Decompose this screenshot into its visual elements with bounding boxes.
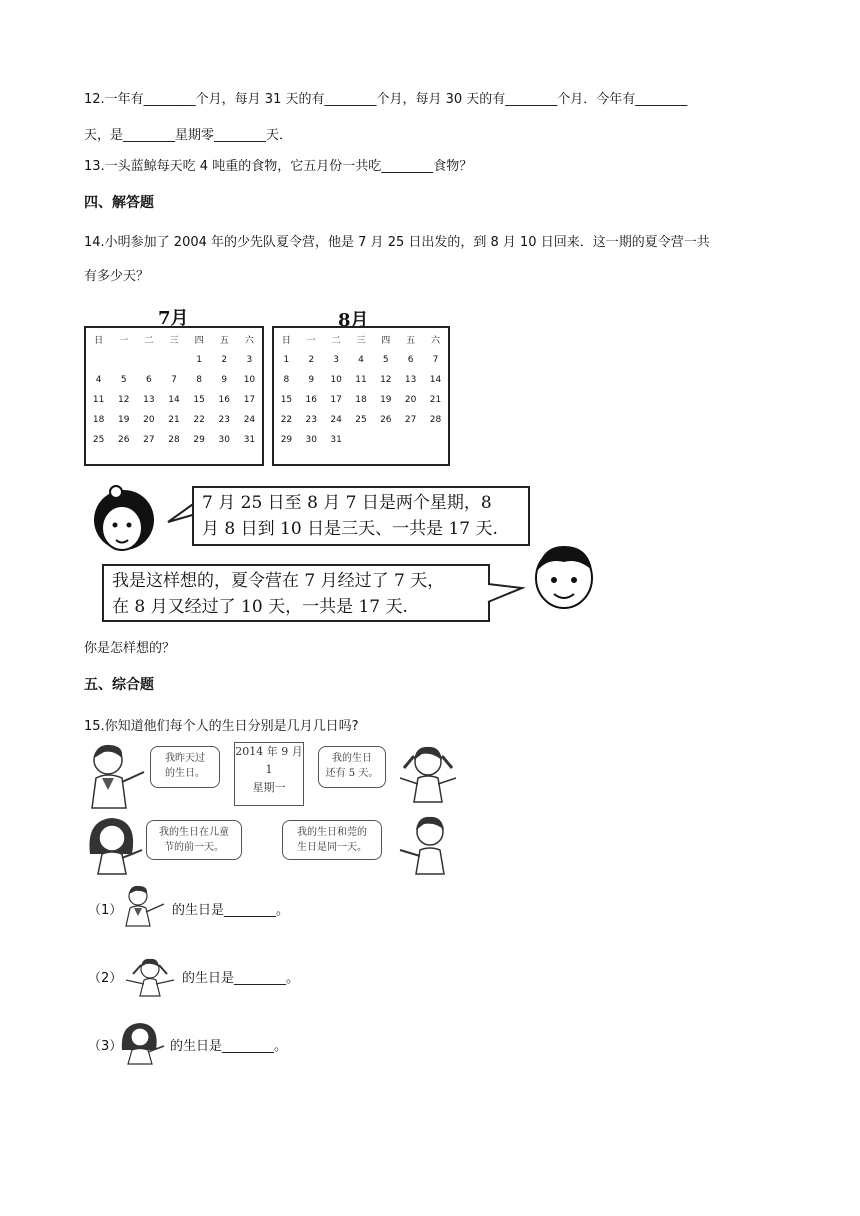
july-weekday-header: 六 <box>244 335 254 346</box>
q13-text: 13.一头蓝鲸每天吃 4 吨重的食物，它五月份一共吃________食物？ <box>84 159 473 174</box>
date-card-day: 1 <box>265 763 273 776</box>
bubble2-line1: 我是这样想的，夏令营在 7 月经过了 7 天， <box>112 571 445 591</box>
july-day-cell: 8 <box>196 375 202 385</box>
july-calendar-title: 7月 <box>158 308 189 329</box>
august-weekday-header: 三 <box>356 335 366 346</box>
july-day-cell: 14 <box>168 395 180 405</box>
july-day-cell: 27 <box>143 435 155 445</box>
august-weekday-header: 一 <box>306 335 316 346</box>
july-day-cell: 3 <box>246 355 253 365</box>
bubble-a-line2: 的生日。 <box>165 768 205 779</box>
august-day-cell: 30 <box>305 435 317 445</box>
girl-pigtails-illustration <box>392 742 462 806</box>
july-day-cell: 19 <box>117 415 130 425</box>
august-weekday-header: 四 <box>381 335 391 346</box>
august-day-cell: 31 <box>330 435 342 445</box>
july-day-cell <box>136 350 161 370</box>
date-card-month: 2014 年 9 月 <box>235 745 303 758</box>
july-day-cell: 13 <box>143 395 155 405</box>
july-day-cell: 6 <box>145 375 152 385</box>
august-day-cell: 11 <box>355 375 367 385</box>
august-day-cell <box>398 430 423 450</box>
q14-prompt: 你是怎样想的？ <box>84 641 176 656</box>
speech-bubble-boy <box>102 564 490 622</box>
august-day-cell: 7 <box>432 355 439 365</box>
august-day-cell: 12 <box>380 375 392 385</box>
august-day-cell: 4 <box>358 355 364 365</box>
august-day-cell: 6 <box>407 355 414 365</box>
sub3-text: 的生日是________。 <box>170 1039 288 1054</box>
bubble2-line2: 在 8 月又经过了 10 天，一共是 17 天. <box>112 597 408 617</box>
july-weekday-header: 一 <box>119 335 129 346</box>
date-card <box>234 742 304 806</box>
july-weekday-header: 四 <box>194 335 204 346</box>
august-week-row <box>274 370 448 390</box>
boy-pointing-illustration <box>82 742 152 810</box>
august-day-cell: 13 <box>404 375 417 385</box>
august-calendar <box>272 326 450 466</box>
august-day-cell: 22 <box>280 415 293 425</box>
july-weekday-header: 二 <box>144 335 154 346</box>
july-day-cell: 21 <box>168 415 180 425</box>
july-day-cell: 11 <box>92 395 105 405</box>
july-day-cell: 5 <box>120 375 127 385</box>
section-heading-4: 四、解答题 <box>84 195 154 211</box>
girl-longhair-illustration <box>82 814 150 876</box>
august-day-cell: 14 <box>429 375 442 385</box>
july-day-cell: 7 <box>171 375 177 385</box>
july-day-cell: 30 <box>218 435 230 445</box>
august-day-cell <box>373 430 398 450</box>
q14-line1: 14.小明参加了 2004 年的少先队夏令营，他是 7 月 25 日出发的，到 8 月 10 日回来．这一期的夏令营一共 <box>84 235 710 250</box>
bubble-b-line2: 还有 5 天。 <box>325 768 379 779</box>
sub3-label: （3） <box>88 1039 123 1054</box>
speech-bubble-girl <box>192 486 530 546</box>
july-day-cell: 24 <box>243 415 256 425</box>
july-day-cell: 23 <box>218 415 230 425</box>
bubble-b-line1: 我的生日 <box>332 753 372 764</box>
july-weekday-header: 日 <box>94 335 104 346</box>
q15-text: 15.你知道他们每个人的生日分别是几月几日吗? <box>84 719 359 734</box>
july-day-cell: 9 <box>221 375 228 385</box>
july-day-cell: 18 <box>92 415 105 425</box>
august-day-cell: 21 <box>429 395 442 405</box>
q12-line1: 12.一年有________个月，每月 31 天的有________个月，每月 30 天的有________个月．今年有________ <box>84 92 688 107</box>
august-day-cell <box>423 430 448 450</box>
august-day-cell: 25 <box>355 415 367 425</box>
august-day-cell: 17 <box>330 395 342 405</box>
july-calendar-table <box>86 328 262 450</box>
sub2-girl-icon <box>120 956 180 998</box>
august-day-cell: 1 <box>283 355 290 365</box>
bubble-c-line2: 节的前一天。 <box>164 842 224 853</box>
august-calendar-table <box>274 328 448 450</box>
august-day-cell: 3 <box>333 355 339 365</box>
july-day-cell: 1 <box>196 355 202 365</box>
bubble-d-line2: 生日是同一天。 <box>297 842 367 853</box>
bubble-d-line1: 我的生日和莞的 <box>297 827 367 838</box>
bubble-a-line1: 我昨天过 <box>165 753 205 764</box>
july-weekday-header: 三 <box>169 335 179 346</box>
august-calendar-title: 8月 <box>338 310 369 331</box>
july-week-row <box>86 370 262 390</box>
july-day-cell: 26 <box>117 435 130 445</box>
section-heading-5: 五、综合题 <box>84 677 154 693</box>
august-day-cell: 28 <box>429 415 442 425</box>
august-weekday-header: 二 <box>331 335 341 346</box>
bubble-same-birthday <box>282 820 382 860</box>
july-day-cell: 10 <box>243 375 256 385</box>
august-day-cell: 29 <box>280 435 293 445</box>
bubble-five-days-left <box>318 746 386 788</box>
bubble-childrens-day <box>146 820 242 860</box>
august-day-cell: 20 <box>404 395 417 405</box>
august-day-cell: 2 <box>308 355 315 365</box>
july-day-cell <box>111 350 136 370</box>
july-week-row <box>86 410 262 430</box>
july-day-cell: 2 <box>221 355 228 365</box>
sub3-girl-longhair-icon <box>118 1020 168 1066</box>
july-calendar <box>84 326 264 466</box>
july-day-cell: 17 <box>243 395 256 405</box>
sub1-label: （1） <box>88 903 123 918</box>
bubble1-line2: 月 8 日到 10 日是三天、一共是 17 天. <box>202 519 498 539</box>
july-day-cell: 31 <box>243 435 256 445</box>
august-day-cell <box>349 430 374 450</box>
august-week-row <box>274 430 448 450</box>
july-day-cell <box>86 350 111 370</box>
august-day-cell: 26 <box>380 415 392 425</box>
sub1-boy-icon <box>120 884 170 928</box>
august-weekday-header: 五 <box>406 335 416 346</box>
july-day-cell: 4 <box>95 375 102 385</box>
boy-short-hair-illustration <box>396 812 462 876</box>
august-week-row <box>274 350 448 370</box>
boy-face-illustration <box>526 540 606 620</box>
august-weekday-header: 日 <box>281 335 291 346</box>
july-day-cell: 20 <box>143 415 155 425</box>
august-day-cell: 23 <box>305 415 317 425</box>
august-day-cell: 27 <box>404 415 417 425</box>
august-day-cell: 15 <box>280 395 293 405</box>
august-day-cell: 18 <box>355 395 367 405</box>
july-day-cell: 12 <box>117 395 130 405</box>
july-day-cell: 16 <box>218 395 230 405</box>
girl-face-illustration <box>84 480 164 560</box>
august-day-cell: 5 <box>382 355 389 365</box>
july-weekday-header: 五 <box>219 335 229 346</box>
july-day-cell: 29 <box>193 435 205 445</box>
july-day-cell <box>161 350 186 370</box>
bubble-c-line1: 我的生日在儿童 <box>159 827 229 838</box>
august-week-row <box>274 390 448 410</box>
bubble1-line1: 7 月 25 日至 8 月 7 日是两个星期，8 <box>202 493 492 513</box>
bubble2-tail <box>488 580 524 610</box>
q12-line2: 天，是________星期零________天． <box>84 128 293 143</box>
july-week-row <box>86 390 262 410</box>
sub2-text: 的生日是________。 <box>182 971 300 986</box>
august-day-cell: 16 <box>305 395 317 405</box>
july-week-row <box>86 430 262 450</box>
july-week-row <box>86 350 262 370</box>
july-day-cell: 28 <box>168 435 180 445</box>
july-day-cell: 22 <box>193 415 205 425</box>
bubble-yesterday-birthday <box>150 746 220 788</box>
august-weekday-header: 六 <box>431 335 441 346</box>
august-day-cell: 8 <box>283 375 290 385</box>
sub2-label: （2） <box>88 971 123 986</box>
july-day-cell: 15 <box>193 395 205 405</box>
august-day-cell: 9 <box>308 375 315 385</box>
august-day-cell: 10 <box>330 375 342 385</box>
july-day-cell: 25 <box>92 435 105 445</box>
august-week-row <box>274 410 448 430</box>
august-day-cell: 24 <box>330 415 342 425</box>
date-card-weekday: 星期一 <box>252 781 286 794</box>
august-day-cell: 19 <box>380 395 392 405</box>
q14-line2: 有多少天？ <box>84 269 150 284</box>
sub1-text: 的生日是________。 <box>172 903 290 918</box>
